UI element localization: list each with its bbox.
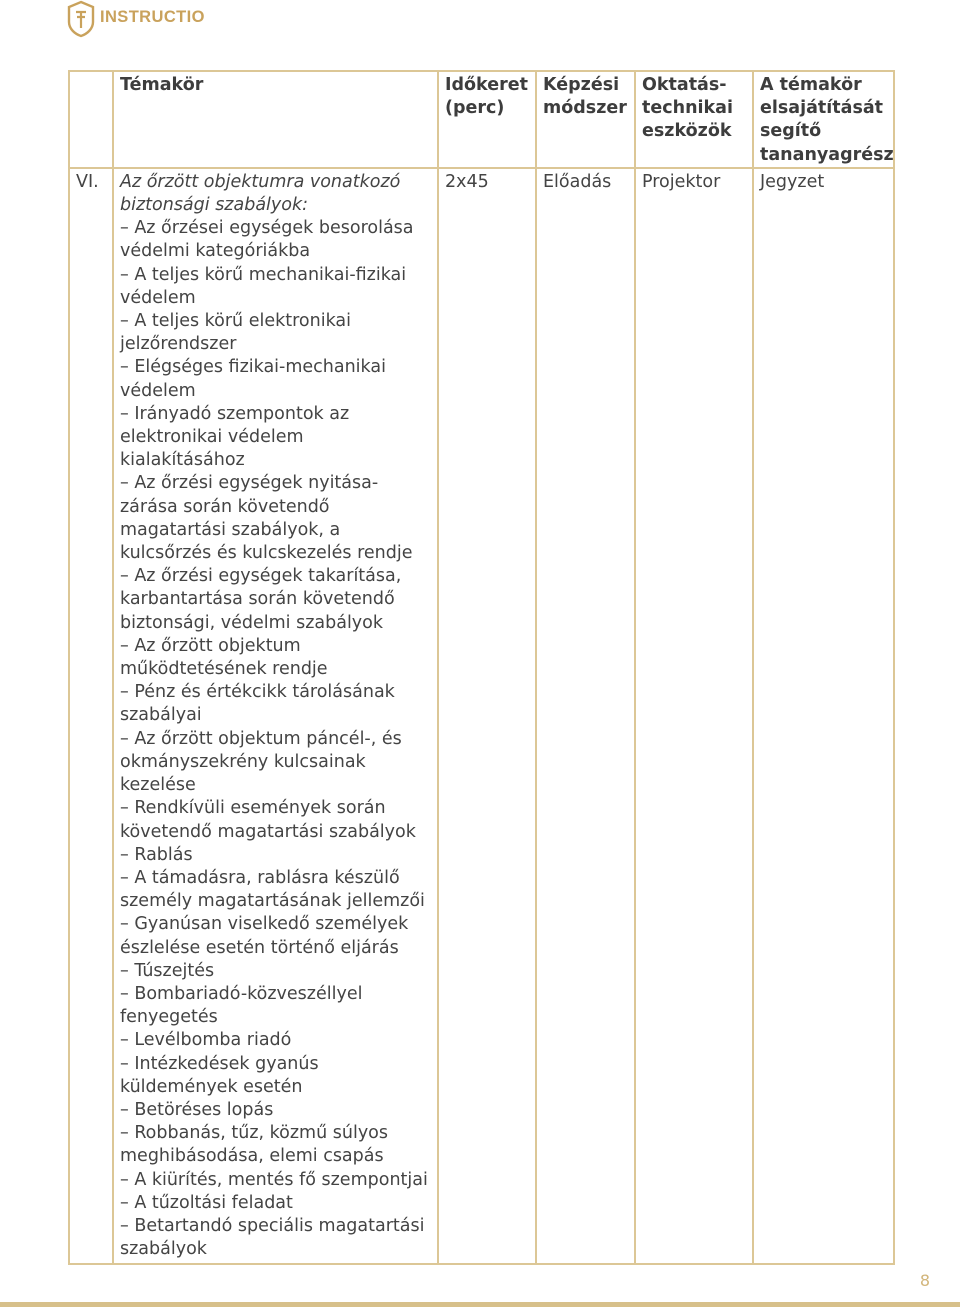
list-item: – Az őrzött objektum páncél-, és okmányszekrény kulcsainak kezelése	[120, 728, 402, 796]
list-item: – Rablás	[120, 844, 193, 865]
topic-cell	[113, 168, 438, 1265]
list-item: – Pénz és értékcikk tárolásának szabályai	[120, 682, 395, 726]
topic-title: Az őrzött objektumra vonatkozó biztonsági szabályok:	[120, 171, 401, 216]
col-header-time: Időkeret (perc)	[438, 71, 536, 168]
list-item: – Az őrzési egységek takarítása, karbantartása során követendő biztonsági, védelmi szabályok	[120, 566, 402, 633]
list-item: – Bombariadó-közveszéllyel fenyegetés	[120, 983, 363, 1028]
list-item: – Túszejtés	[120, 960, 215, 981]
list-item: – Rendkívüli események során követendő magatartási szabályok	[120, 798, 416, 842]
time-cell: 2x45	[438, 168, 536, 1265]
list-item: – Betöréses lopás	[120, 1099, 274, 1120]
page-number: 8	[919, 1271, 930, 1290]
list-item: – Intézkedések gyanús küldemények esetén	[120, 1053, 319, 1097]
material-cell: Jegyzet	[753, 168, 894, 1265]
col-header-topic: Témakör	[113, 71, 438, 168]
method-cell: Előadás	[536, 168, 635, 1265]
list-item: – A kiürítés, mentés fő szempontjai	[120, 1169, 428, 1190]
list-item: – Az őrzött objektum működtetésének rendje	[120, 635, 328, 680]
table-row	[69, 168, 894, 1265]
table-header-row	[69, 71, 894, 168]
curriculum-table	[68, 70, 895, 1265]
list-item: – A támadásra, rablásra készülő személy magatartásának jellemzői	[120, 867, 425, 912]
list-item: – Irányadó szempontok az elektronikai védelem kialakításához	[120, 403, 350, 471]
topic-list	[120, 217, 431, 1261]
col-header-tools: Oktatás-technikai eszközök	[635, 71, 753, 168]
logo-text: INSTRUCTIO	[100, 8, 205, 26]
col-header-method: Képzési módszer	[536, 71, 635, 168]
list-item: – Az őrzései egységek besorolása védelmi kategóriákba	[120, 218, 414, 262]
list-item: – A tűzoltási feladat	[120, 1192, 293, 1213]
col-header-number	[69, 71, 113, 168]
list-item: – A teljes körű mechanikai-fizikai védelem	[120, 264, 407, 308]
brand-logo	[66, 0, 205, 38]
list-item: – Robbanás, tűz, közmű súlyos meghibásodása, elemi csapás	[120, 1123, 389, 1167]
list-item: – A teljes körű elektronikai jelzőrendszer	[120, 311, 351, 355]
list-item: – Gyanúsan viselkedő személyek észlelése esetén történő eljárás	[120, 914, 409, 958]
list-item: – Levélbomba riadó	[120, 1030, 292, 1051]
list-item: – Betartandó speciális magatartási szabályok	[120, 1215, 425, 1260]
row-number: VI.	[69, 168, 113, 1265]
footer-divider	[0, 1302, 960, 1307]
col-header-material: A témakör elsajátítását segítő tananyagrész	[753, 71, 894, 168]
list-item: – Az őrzési egységek nyitása-zárása során követendő magatartási szabályok, a kulcsőrzés és kulcskezelés rendje	[120, 473, 413, 564]
shield-logo-icon	[66, 0, 96, 38]
tools-cell: Projektor	[635, 168, 753, 1265]
list-item: – Elégséges fizikai-mechanikai védelem	[120, 357, 386, 401]
